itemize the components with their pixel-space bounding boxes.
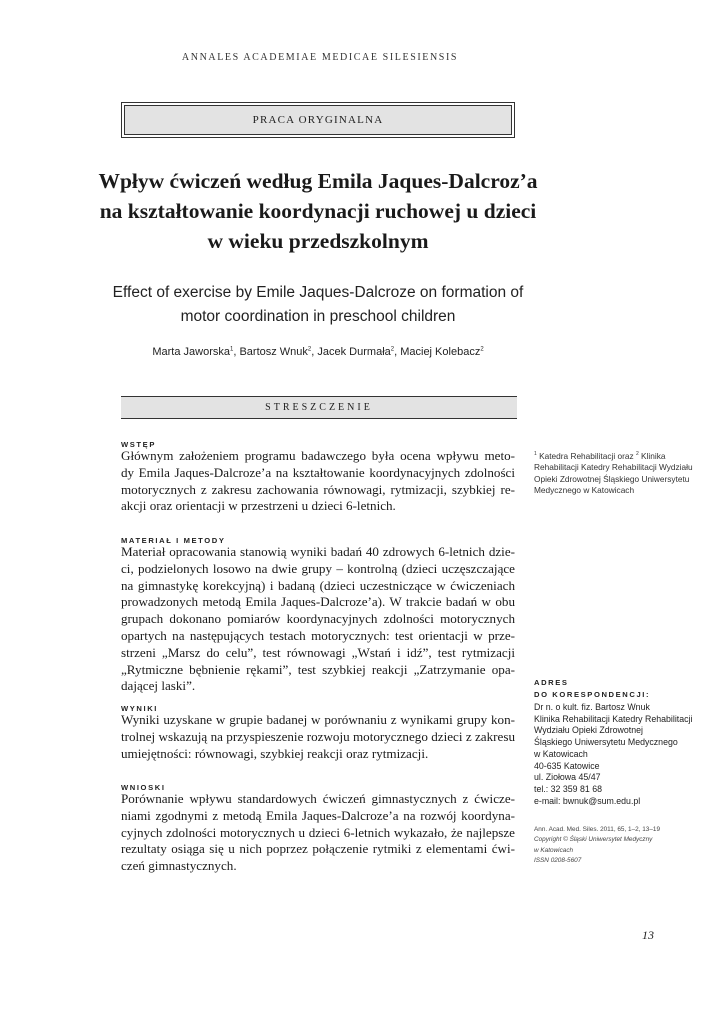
- section-body-methods: [121, 544, 515, 695]
- address-line: Dr n. o kult. fiz. Bartosz Wnuk: [534, 702, 650, 712]
- author-affiliation-mark: 2: [480, 346, 484, 353]
- section-heading-results: WYNIKI: [121, 704, 159, 713]
- section-body-results: [121, 712, 515, 762]
- author-affiliation-mark: 1: [229, 346, 234, 353]
- correspondence-address: [534, 702, 694, 807]
- body-line: niami zgodnymi z metodą Emila Jaques-Dalcroze’a na rozwój koordyna-: [121, 807, 515, 823]
- body-line: strzeni „Marsz do celu”, test równowagi „Wstań i idź”, test rytmizacji: [121, 644, 515, 660]
- body-line: umiejętności: równowagi, szybkiej reakcji oraz rytmizacji.: [121, 745, 429, 761]
- affiliation-line: [534, 449, 684, 462]
- section-body-intro: [121, 448, 515, 515]
- section-heading-conclusions: WNIOSKI: [121, 783, 166, 792]
- title-english-line: motor coordination in preschool children: [180, 308, 456, 325]
- affiliation-line: Rehabilitacji Katedry Rehabilitacji Wydziału: [534, 462, 693, 473]
- body-line: grupach dokonano pomiarów koordynacyjnych zdolności motorycznych: [121, 611, 515, 627]
- address-line: ul. Ziołowa 45/47: [534, 772, 601, 783]
- author-name: Marta Jaworska: [152, 346, 230, 358]
- author-name: Jacek Durmała: [317, 346, 391, 358]
- copyright-line: Copyright © Śląski Uniwersytet Medyczny: [534, 836, 653, 844]
- title-polish: [90, 166, 546, 256]
- address-line: Wydziału Opieki Zdrowotnej: [534, 725, 643, 736]
- section-body-conclusions: [121, 791, 515, 875]
- affiliation-line: Opieki Zdrowotnej Śląskiego Uniwersytetu: [534, 473, 690, 484]
- section-heading-intro: WSTĘP: [121, 440, 157, 449]
- page-number: 13: [642, 928, 654, 942]
- body-line: czeń gimnastycznych.: [121, 858, 237, 874]
- address-line: w Katowicach: [534, 748, 588, 759]
- author-list: Marta Jaworska$^1$, Bartosz Wnuk$^2$, Jacek Durmała$^2$, Maciej Kolebacz$^2$: [152, 346, 484, 358]
- address-line: tel.: 32 359 81 68: [534, 783, 602, 794]
- article-type-box: [121, 102, 515, 138]
- body-line: na gimnastykę korekcyjną) i badaną (dzieci uczestniczące w ćwiczeniach: [121, 577, 515, 593]
- abstract-heading: STRESZCZENIE: [121, 396, 517, 419]
- title-polish-line: na kształtowanie koordynacji ruchowej u dzieci: [99, 199, 537, 223]
- citation-line: Ann. Acad. Med. Siles. 2011, 65, 1–2, 13–19: [534, 826, 661, 833]
- body-line: Porównanie wpływu standardowych ćwiczeń gimnastycznych z ćwicze-: [121, 791, 515, 806]
- address-line: 40-635 Katowice: [534, 760, 600, 771]
- article-type-label: PRACA ORYGINALNA: [124, 105, 512, 135]
- affiliation-text: Katedra Rehabilitacji oraz: [536, 450, 636, 461]
- email-line: e-mail: bwnuk@sum.edu.pl: [534, 795, 641, 806]
- body-line: akcji oraz orientacji w przestrzeni u dzieci 6-letnich.: [121, 498, 396, 514]
- copyright-line: w Katowicach: [534, 846, 574, 854]
- correspondence-heading: [534, 677, 650, 701]
- body-line: dającej laski”.: [121, 678, 196, 694]
- correspondence-heading-line: DO KORESPONDENCJI:: [534, 690, 651, 699]
- body-line: cyjnych zdolności motorycznych u dzieci 6-letnich wykazało, że najlepsze: [121, 824, 515, 840]
- title-polish-line: Wpływ ćwiczeń według Emila Jaques-Dalcroz’a: [98, 169, 538, 193]
- title-english-line: Effect of exercise by Emile Jaques-Dalcroze on formation of: [112, 284, 524, 301]
- body-line: Materiał opracowania stanowią wyniki badań 40 zdrowych 6-letnich dzie-: [121, 544, 515, 559]
- body-line: „Rytmiczne bębnienie rękami”, test szybkiej reakcji „Zatrzymanie opa-: [121, 661, 515, 677]
- body-line: dy Emila Jaques-Dalcroze’a na kształtowanie koordynacyjnych zdolności: [121, 464, 515, 480]
- affiliation-mark: 2: [635, 451, 639, 457]
- journal-header: ANNALES ACADEMIAE MEDICAE SILESIENSIS: [181, 52, 459, 63]
- author-affiliation-mark: 2: [390, 346, 395, 353]
- author-name: Bartosz Wnuk: [239, 346, 308, 358]
- affiliation-mark: 1: [534, 451, 537, 457]
- issn-line: ISSN 0208-5607: [534, 857, 582, 865]
- body-line: Głównym założeniem programu badawczego była ocena wpływu meto-: [121, 448, 515, 463]
- affiliation-line: Medycznego w Katowicach: [534, 485, 635, 496]
- body-line: trolnej wskazują na przyspieszenie rozwoju motorycznego dzieci z zakresu: [121, 728, 515, 744]
- title-english: [90, 281, 546, 329]
- address-line: Klinika Rehabilitacji Katedry Rehabilitacji: [534, 713, 693, 724]
- correspondence-heading-line: ADRES: [534, 678, 569, 687]
- citation-info: [534, 825, 694, 867]
- affiliation-text: Klinika: [638, 450, 666, 461]
- title-polish-line: w wieku przedszkolnym: [207, 229, 429, 253]
- author-affiliation-mark: 2: [307, 346, 312, 353]
- body-line: motorycznych z zakresu zachowania równowagi, rytmizacji, szybkiej re-: [121, 481, 515, 497]
- author-name: Maciej Kolebacz: [400, 346, 481, 358]
- section-heading-methods: MATERIAŁ I METODY: [121, 536, 226, 545]
- body-line: ci, podzielonych losowo na dwie grupy – kontrolną (dzieci uczęszczające: [121, 560, 515, 576]
- body-line: prowadzonych metodą Emila Jaques-Dalcroze’a). W trakcie badań w obu: [121, 594, 515, 610]
- body-line: Wyniki uzyskane w grupie badanej w porównaniu z wynikami grupy kon-: [121, 712, 515, 727]
- body-line: rezultaty osiąga się u nich poprzez połączenie rytmiki z elementami ćwi-: [121, 841, 515, 857]
- affiliations: [534, 449, 693, 497]
- address-line: Śląskiego Uniwersytetu Medycznego: [534, 737, 678, 748]
- body-line: opartych na następujących testach motorycznych: test orientacji w prze-: [121, 627, 515, 643]
